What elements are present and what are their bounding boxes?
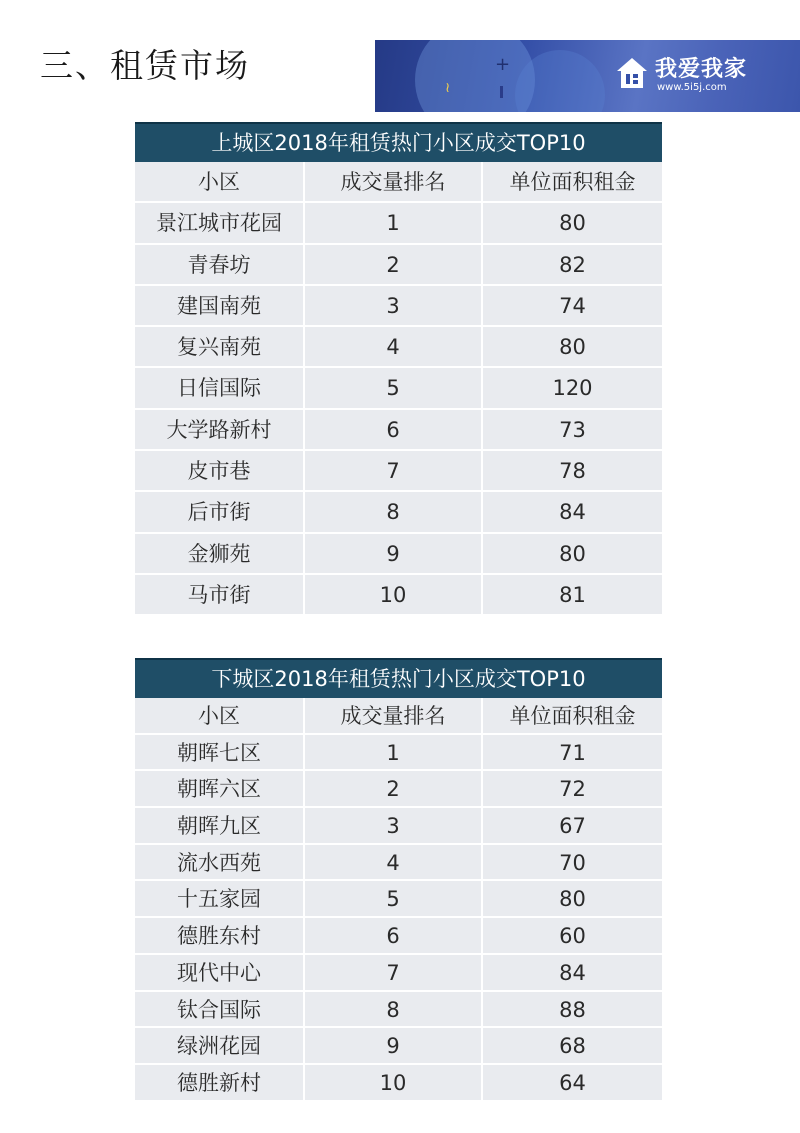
rent-cell: 73 xyxy=(483,410,662,451)
community-cell: 后市街 xyxy=(135,492,305,533)
rent-cell: 72 xyxy=(483,771,662,808)
column-header: 单位面积租金 xyxy=(483,162,662,203)
table-row xyxy=(135,534,662,575)
community-cell: 流水西苑 xyxy=(135,845,305,882)
rent-cell: 80 xyxy=(483,534,662,575)
table-row xyxy=(135,575,662,616)
table-row xyxy=(135,771,662,808)
table-row xyxy=(135,492,662,533)
table-row xyxy=(135,808,662,845)
rank-cell: 10 xyxy=(305,1065,483,1102)
rank-cell: 7 xyxy=(305,955,483,992)
rent-cell: 68 xyxy=(483,1028,662,1065)
table-row xyxy=(135,245,662,286)
column-header: 小区 xyxy=(135,698,305,735)
rank-cell: 5 xyxy=(305,368,483,409)
table-row xyxy=(135,410,662,451)
community-cell: 马市街 xyxy=(135,575,305,616)
rank-cell: 4 xyxy=(305,327,483,368)
community-cell: 朝晖九区 xyxy=(135,808,305,845)
brand-name: 我爱我家 xyxy=(655,57,748,82)
rent-cell: 70 xyxy=(483,845,662,882)
bar-decoration xyxy=(500,86,503,98)
table-row xyxy=(135,327,662,368)
rent-cell: 81 xyxy=(483,575,662,616)
table-row xyxy=(135,955,662,992)
rent-cell: 80 xyxy=(483,881,662,918)
rent-cell: 67 xyxy=(483,808,662,845)
table-row xyxy=(135,918,662,955)
rank-cell: 8 xyxy=(305,492,483,533)
table-title: 上城区2018年租赁热门小区成交TOP10 xyxy=(135,122,662,162)
community-cell: 皮市巷 xyxy=(135,451,305,492)
rent-cell: 74 xyxy=(483,286,662,327)
table-title: 下城区2018年租赁热门小区成交TOP10 xyxy=(135,658,662,698)
brand-url: www.5i5j.com xyxy=(657,82,727,93)
rank-cell: 2 xyxy=(305,771,483,808)
rank-cell: 1 xyxy=(305,203,483,244)
rank-cell: 3 xyxy=(305,808,483,845)
rent-cell: 71 xyxy=(483,735,662,772)
rank-cell: 6 xyxy=(305,410,483,451)
community-cell: 德胜东村 xyxy=(135,918,305,955)
community-cell: 大学路新村 xyxy=(135,410,305,451)
rent-cell: 120 xyxy=(483,368,662,409)
rent-cell: 78 xyxy=(483,451,662,492)
rent-cell: 82 xyxy=(483,245,662,286)
rank-cell: 3 xyxy=(305,286,483,327)
rank-cell: 2 xyxy=(305,245,483,286)
rank-cell: 4 xyxy=(305,845,483,882)
community-cell: 现代中心 xyxy=(135,955,305,992)
table-row xyxy=(135,845,662,882)
table-row xyxy=(135,451,662,492)
table-header-row xyxy=(135,698,662,735)
rank-cell: 7 xyxy=(305,451,483,492)
rent-cell: 64 xyxy=(483,1065,662,1102)
plus-decoration: + xyxy=(495,54,511,75)
house-logo-icon xyxy=(615,56,649,90)
column-header: 单位面积租金 xyxy=(483,698,662,735)
rental-table-xiacheng xyxy=(135,658,662,1102)
column-header: 成交量排名 xyxy=(305,162,483,203)
rank-cell: 10 xyxy=(305,575,483,616)
community-cell: 朝晖七区 xyxy=(135,735,305,772)
rent-cell: 84 xyxy=(483,955,662,992)
squiggle-decoration: ≀ xyxy=(445,80,451,96)
rent-cell: 88 xyxy=(483,992,662,1029)
page-heading: 三、租赁市场 xyxy=(40,46,250,85)
rank-cell: 8 xyxy=(305,992,483,1029)
table-row xyxy=(135,735,662,772)
community-cell: 景江城市花园 xyxy=(135,203,305,244)
table-row xyxy=(135,1028,662,1065)
column-header: 成交量排名 xyxy=(305,698,483,735)
rank-cell: 1 xyxy=(305,735,483,772)
community-cell: 十五家园 xyxy=(135,881,305,918)
community-cell: 建国南苑 xyxy=(135,286,305,327)
community-cell: 青春坊 xyxy=(135,245,305,286)
rental-table-shangcheng xyxy=(135,122,662,616)
table-header-row xyxy=(135,162,662,203)
table-row xyxy=(135,286,662,327)
column-header: 小区 xyxy=(135,162,305,203)
community-cell: 复兴南苑 xyxy=(135,327,305,368)
community-cell: 德胜新村 xyxy=(135,1065,305,1102)
rank-cell: 9 xyxy=(305,534,483,575)
rent-cell: 80 xyxy=(483,327,662,368)
rank-cell: 5 xyxy=(305,881,483,918)
rent-cell: 80 xyxy=(483,203,662,244)
table-row xyxy=(135,881,662,918)
brand-logo xyxy=(615,50,785,100)
rank-cell: 9 xyxy=(305,1028,483,1065)
table-row xyxy=(135,203,662,244)
community-cell: 朝晖六区 xyxy=(135,771,305,808)
table-row xyxy=(135,992,662,1029)
brand-banner xyxy=(375,40,800,112)
rent-cell: 60 xyxy=(483,918,662,955)
table-row xyxy=(135,368,662,409)
rank-cell: 6 xyxy=(305,918,483,955)
community-cell: 钛合国际 xyxy=(135,992,305,1029)
table-row xyxy=(135,1065,662,1102)
rent-cell: 84 xyxy=(483,492,662,533)
community-cell: 绿洲花园 xyxy=(135,1028,305,1065)
community-cell: 日信国际 xyxy=(135,368,305,409)
community-cell: 金狮苑 xyxy=(135,534,305,575)
